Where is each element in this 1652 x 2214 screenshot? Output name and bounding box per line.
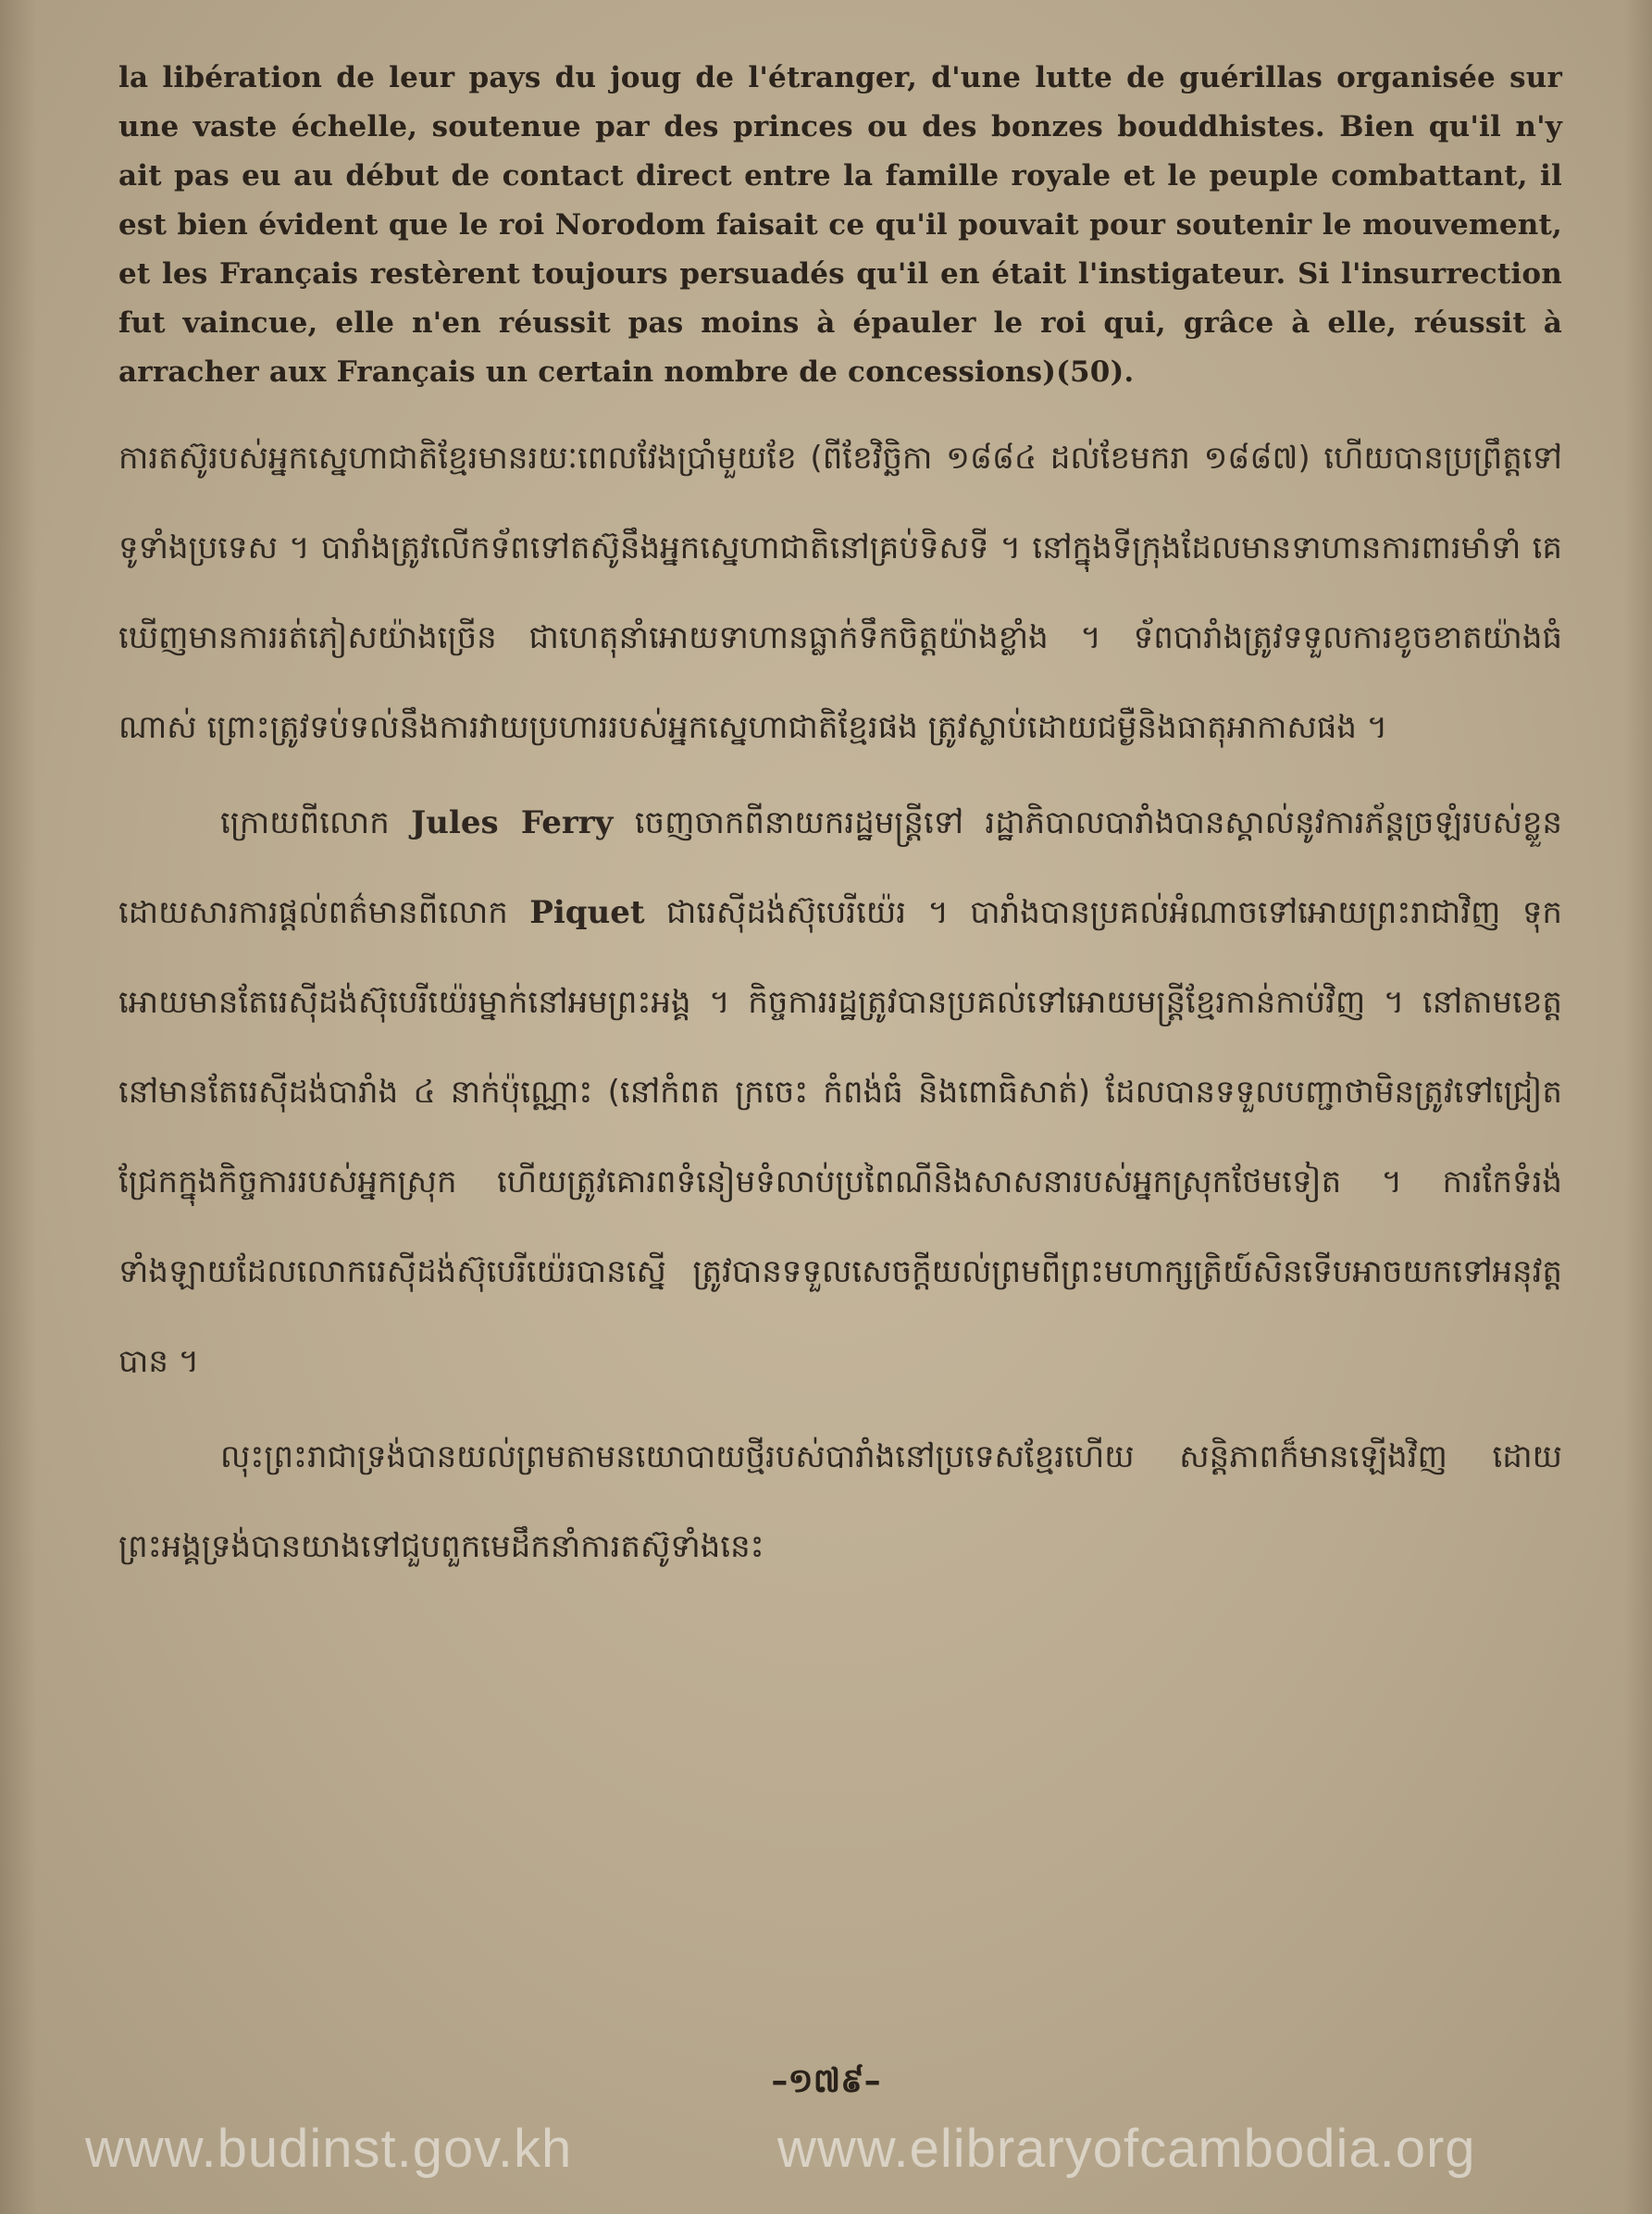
khmer-text-segment: ជារេស៊ីដង់ស៊ុបេរីយ៉េរ ។ បារាំងបានប្រគល់អំណាចទៅអោយព្រះរាជាវិញ ទុកអោយមានតែរេស៊ីដង់ស៊ុបេរីយ៉េរម្នាក់នៅអមព្រះអង្គ ។ កិច្ចការរដ្ឋត្រូវបានប្រគល់ទៅអោយមន្ត្រីខ្មែរកាន់កាប់វិញ ។ នៅតាមខេត្ត នៅមានតែរេស៊ីដង់បារាំង ៤ នាក់ប៉ុណ្ណោះ (នៅកំពត ក្រចេះ កំពង់ធំ និងពោធិសាត់) ដែលបានទទួលបញ្ជាថាមិនត្រូវទៅជ្រៀតជ្រែកក្នុងកិច្ចការរបស់អ្នកស្រុក ហើយត្រូវគោរពទំនៀមទំលាប់ប្រពៃណីនិងសាសនារបស់អ្នកស្រុកថែមទៀត ។ ការកែទំរង់ទាំងឡាយដែលលោករេស៊ីដង់ស៊ុបេរីយ៉េរបានស្នើ ត្រូវបានទទួលសេចក្តីយល់ព្រមពីព្រះមហាក្សត្រិយ៍សិនទើបអាចយកទៅអនុវត្តបាន ។ — [118, 894, 1562, 1380]
khmer-paragraph-peace: លុះព្រះរាជាទ្រង់បានយល់ព្រមតាមនយោបាយថ្មីរបស់បារាំងនៅប្រទេសខ្មែរហើយ សន្តិភាពក៏មានឡើងវិញ ដោយព្រះអង្គទ្រង់បានយាងទៅជួបពួកមេដឹកនាំការតស៊ូទាំងនេះ — [118, 1438, 1562, 1565]
page-number: –១៧៩– — [771, 2062, 881, 2100]
khmer-paragraph-policy — [118, 778, 1562, 1407]
person-name-piquet: Piquet — [529, 894, 645, 931]
khmer-paragraph-resistance: ការតស៊ូរបស់អ្នកស្នេហាជាតិខ្មែរមានរយៈពេលវែងប្រាំមួយខែ (ពីខែវិច្ឆិកា ១៨៨៤ ដល់ខែមករា ១៨៨៧) ហើយបានប្រព្រឹត្តទៅទូទាំងប្រទេស ។ បារាំងត្រូវលើកទ័ពទៅតស៊ូនឹងអ្នកស្នេហាជាតិនៅគ្រប់ទិសទី ។ នៅក្នុងទីក្រុងដែលមានទាហានការពារមាំទាំ គេឃើញមានការរត់ភៀសយ៉ាងច្រើន ជាហេតុនាំអោយទាហានធ្លាក់ទឹកចិត្តយ៉ាងខ្លាំង ។ ទ័ពបារាំងត្រូវទទួលការខូចខាតយ៉ាងធំណាស់ ព្រោះត្រូវទប់ទល់នឹងការវាយប្រហាររបស់អ្នកស្នេហាជាតិខ្មែរផង ត្រូវស្លាប់ដោយជម្ងឺនិងធាតុអាកាសផង ។ — [118, 440, 1562, 746]
watermark-budinst: www.budinst.gov.kh — [85, 2119, 573, 2179]
page-body — [118, 54, 1562, 1592]
french-quote-paragraph: la libération de leur pays du joug de l'étranger, d'une lutte de guérillas organisée sur une vaste échelle, soutenue par des princes ou des bonzes bouddhistes. Bien qu'il n'y ait pas eu au début de contact direct entre la famille royale et le peuple combattant, il est bien évident que le roi Norodom faisait ce qu'il pouvait pour soutenir le mouvement, et les Français restèrent toujours persuadés qu'il en était l'instigateur. Si l'insurrection fut vaincue, elle n'en réussit pas moins à épauler le roi qui, grâce à elle, réussit à arracher aux Français un certain nombre de concessions)(50). — [118, 61, 1562, 389]
khmer-text-segment: ចេញចាកពីនាយករដ្ឋមន្ត្រីទៅ រដ្ឋាភិបាលបារាំងបានស្គាល់នូវការភ័ន្តច្រឡំរបស់ខ្លួន ដោយសារការផ្តល់ពត៌មានពីលោក — [118, 804, 1562, 931]
watermark-elibrary: www.elibraryofcambodia.org — [777, 2119, 1476, 2179]
person-name-jules-ferry: Jules Ferry — [411, 804, 614, 841]
khmer-text-segment: ក្រោយពីលោក — [220, 804, 390, 841]
